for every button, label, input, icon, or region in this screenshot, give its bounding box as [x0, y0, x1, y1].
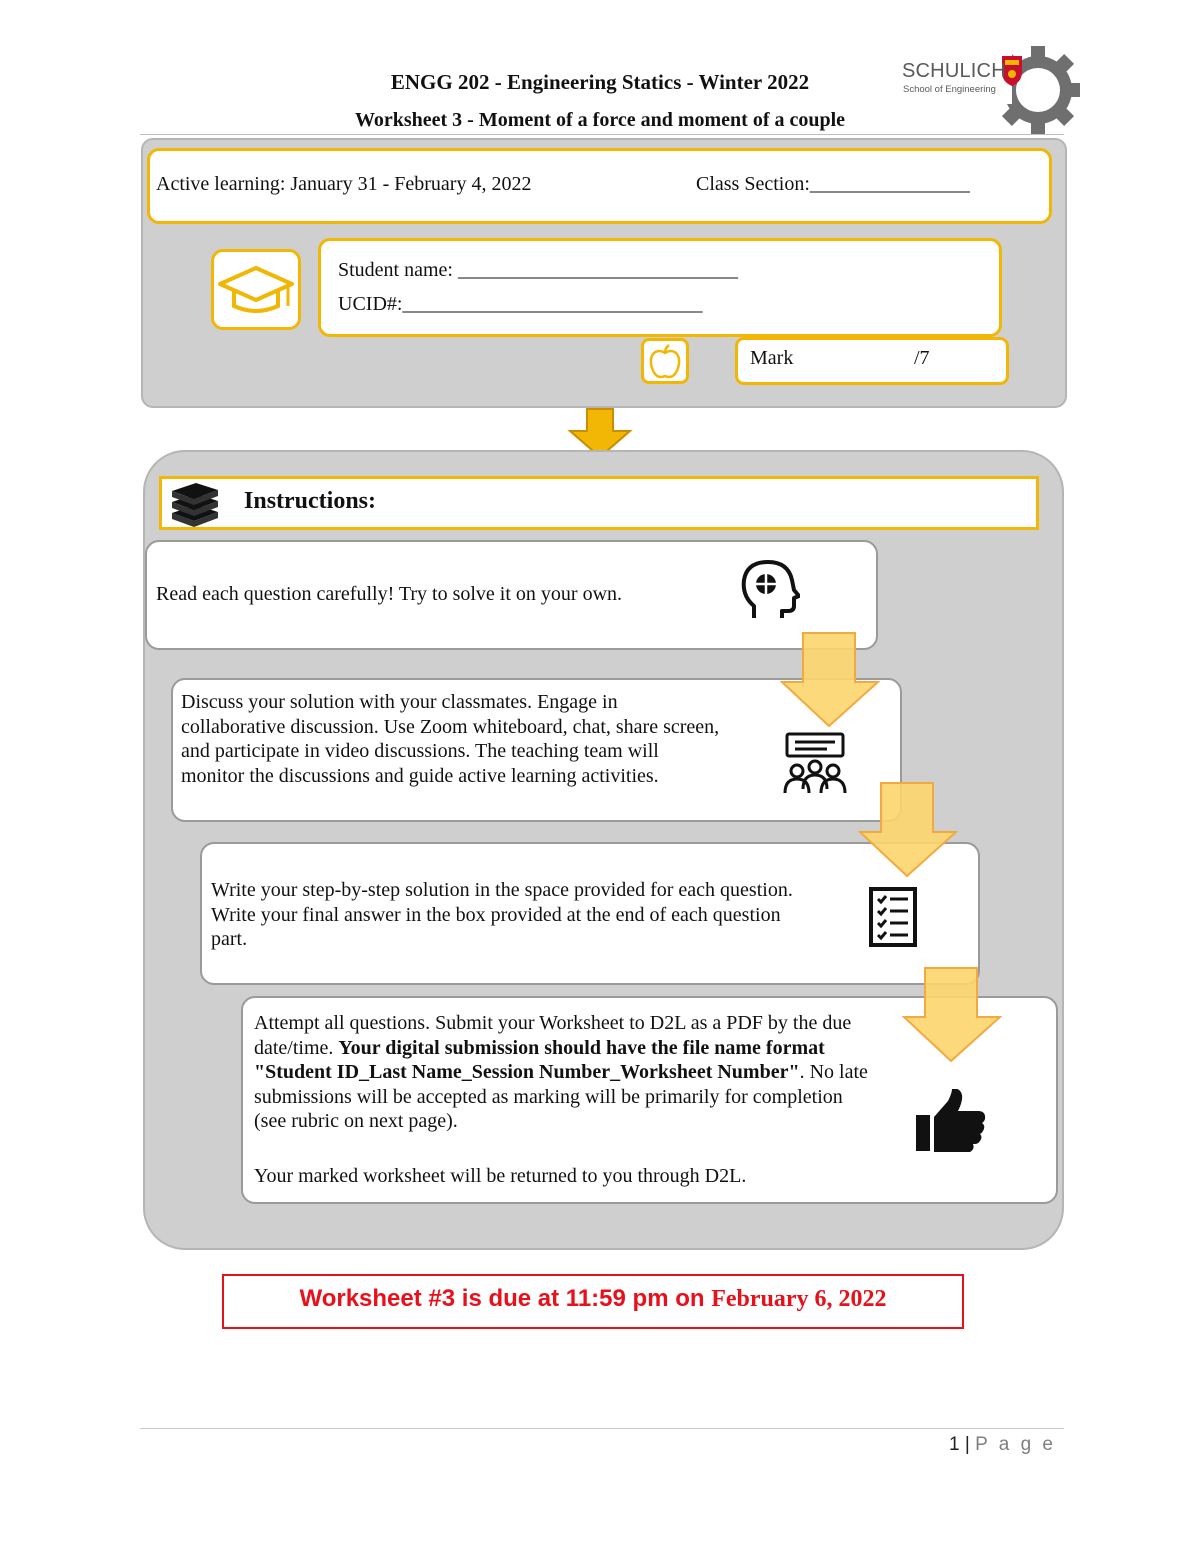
apple-icon [644, 341, 686, 381]
instructions-heading: Instructions: [244, 488, 377, 514]
due-date-notice [222, 1285, 964, 1313]
apple-box [641, 338, 689, 384]
logo-subtitle: School of Engineering [903, 84, 996, 95]
due-date-text: Worksheet #3 is due at 11:59 pm on [299, 1285, 712, 1312]
flow-arrow-2-icon [858, 782, 958, 878]
class-section-field[interactable]: Class Section:________________ [696, 173, 970, 195]
step-read-text: Read each question carefully! Try to solve it on your own. [156, 583, 623, 605]
thumbs-up-icon [914, 1089, 986, 1158]
flow-arrow-3-icon [902, 967, 1002, 1063]
step-submit-filename-format: Your digital submission should have the file name format "Student ID_Last Name_Session Number_Worksheet Number" [254, 1036, 825, 1083]
student-details-box [318, 238, 1002, 337]
footer-divider [140, 1428, 1064, 1429]
course-title: ENGG 202 - Engineering Statics - Winter 2022 [390, 70, 810, 94]
step-submit-text-part2: . No late submissions will be accepted as marking will be primarily for completion (see rubric on next page). [254, 1061, 868, 1132]
footer-separator: | [959, 1434, 976, 1455]
logo-wordmark: SCHULICH [902, 60, 1006, 82]
worksheet-title: Worksheet 3 - Moment of a force and moment of a couple [354, 109, 846, 131]
step-submit-return-note: Your marked worksheet will be returned to you through D2L. [254, 1165, 747, 1187]
graduation-cap-box [211, 249, 301, 330]
page-number: 1 [949, 1434, 960, 1455]
mark-label: Mark [750, 347, 794, 369]
step-submit-text-part1: Attempt all questions. Submit your Worksheet to D2L as a PDF by the due date/time. [254, 1012, 852, 1059]
graduation-cap-icon [214, 252, 298, 327]
head-thinking-icon [740, 560, 800, 627]
step-write-text: Write your step-by-step solution in the space provided for each question. Write your final answer in the box provided at the end of each question part. [211, 879, 793, 950]
books-icon [168, 483, 222, 527]
step-discuss-text: Discuss your solution with your classmates. Engage in collaborative discussion. Use Zoom whiteboard, chat, share screen, and participate in video discussions. The teaching team will monitor the discussions and guide active learning activities. [181, 691, 720, 787]
page-footer [900, 1434, 1056, 1456]
active-learning-dates: Active learning: January 31 - February 4, 2022 [156, 173, 532, 195]
page-word: P a g e [975, 1434, 1056, 1455]
due-date-value: February 6, 2022 [711, 1286, 887, 1312]
ucid-field[interactable]: UCID#:______________________________ [338, 293, 703, 315]
checklist-icon [869, 887, 917, 952]
student-name-field[interactable]: Student name: ____________________________ [338, 259, 738, 281]
presentation-group-icon [783, 731, 847, 802]
flow-arrow-1-icon [780, 632, 880, 728]
step-submit-text [254, 1011, 874, 1134]
mark-total: /7 [914, 347, 930, 369]
